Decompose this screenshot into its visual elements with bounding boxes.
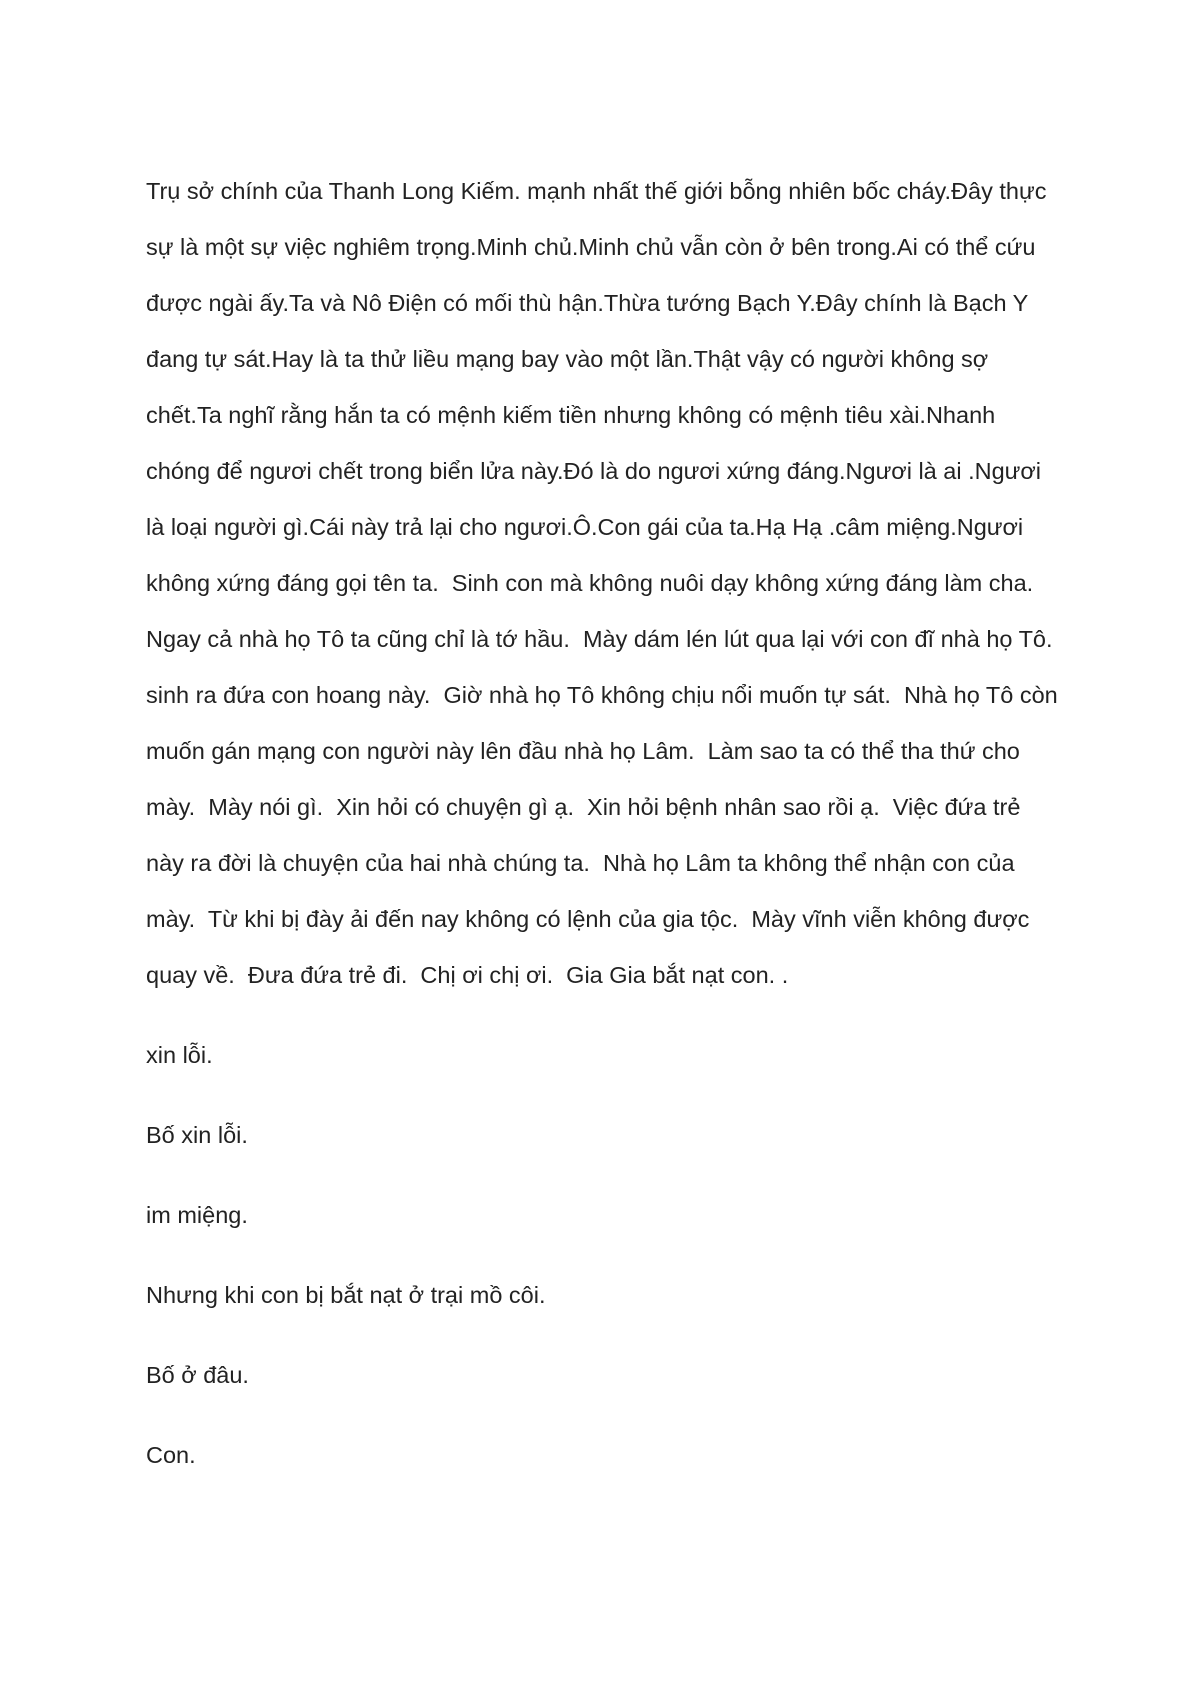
dialogue-line: Con. [146, 1442, 196, 1468]
dialogue-line: Bố xin lỗi. [146, 1122, 248, 1148]
dialogue-line: im miệng. [146, 1202, 248, 1228]
dialogue-line: Nhưng khi con bị bắt nạt ở trại mồ côi. [146, 1282, 546, 1308]
dialogue-line: Bố ở đâu. [146, 1362, 249, 1388]
document-body [146, 163, 1065, 1483]
dialogue-line: xin lỗi. [146, 1042, 213, 1068]
main-paragraph: Trụ sở chính của Thanh Long Kiếm. mạnh nhất thế giới bỗng nhiên bốc cháy.Đây thực sự là một sự việc nghiêm trọng.Minh chủ.Minh chủ vẫn còn ở bên trong.Ai có thể cứu được ngài ấy.Ta và Nô Điện có mối thù hận.Thừa tướng Bạch Y.Đây chính là Bạch Y đang tự sát.Hay là ta thử liều mạng bay vào một lần.Thật vậy có người không sợ chết.Ta nghĩ rằng hắn ta có mệnh kiếm tiền nhưng không có mệnh tiêu xài.Nhanh chóng để ngươi chết trong biển lửa này.Đó là do ngươi xứng đáng.Ngươi là ai .Ngươi là loại người gì.Cái này trả lại cho ngươi.Ô.Con gái của ta.Hạ Hạ .câm miệng.Ngươi không xứng đáng gọi tên ta. Sinh con mà không nuôi dạy không xứng đáng làm cha. Ngay cả nhà họ Tô ta cũng chỉ là tớ hầu. Mày dám lén lút qua lại với con đĩ nhà họ Tô. sinh ra đứa con hoang này. Giờ nhà họ Tô không chịu nổi muốn tự sát. Nhà họ Tô còn muốn gán mạng con người này lên đầu nhà họ Lâm. Làm sao ta có thể tha thứ cho mày. Mày nói gì. Xin hỏi có chuyện gì ạ. Xin hỏi bệnh nhân sao rồi ạ. Việc đứa trẻ này ra đời là chuyện của hai nhà chúng ta. Nhà họ Lâm ta không thể nhận con của mày. Từ khi bị đày ải đến nay không có lệnh của gia tộc. Mày vĩnh viễn không được quay về. Đưa đứa trẻ đi. Chị ơi chị ơi. Gia Gia bắt nạt con. . [146, 178, 1065, 988]
